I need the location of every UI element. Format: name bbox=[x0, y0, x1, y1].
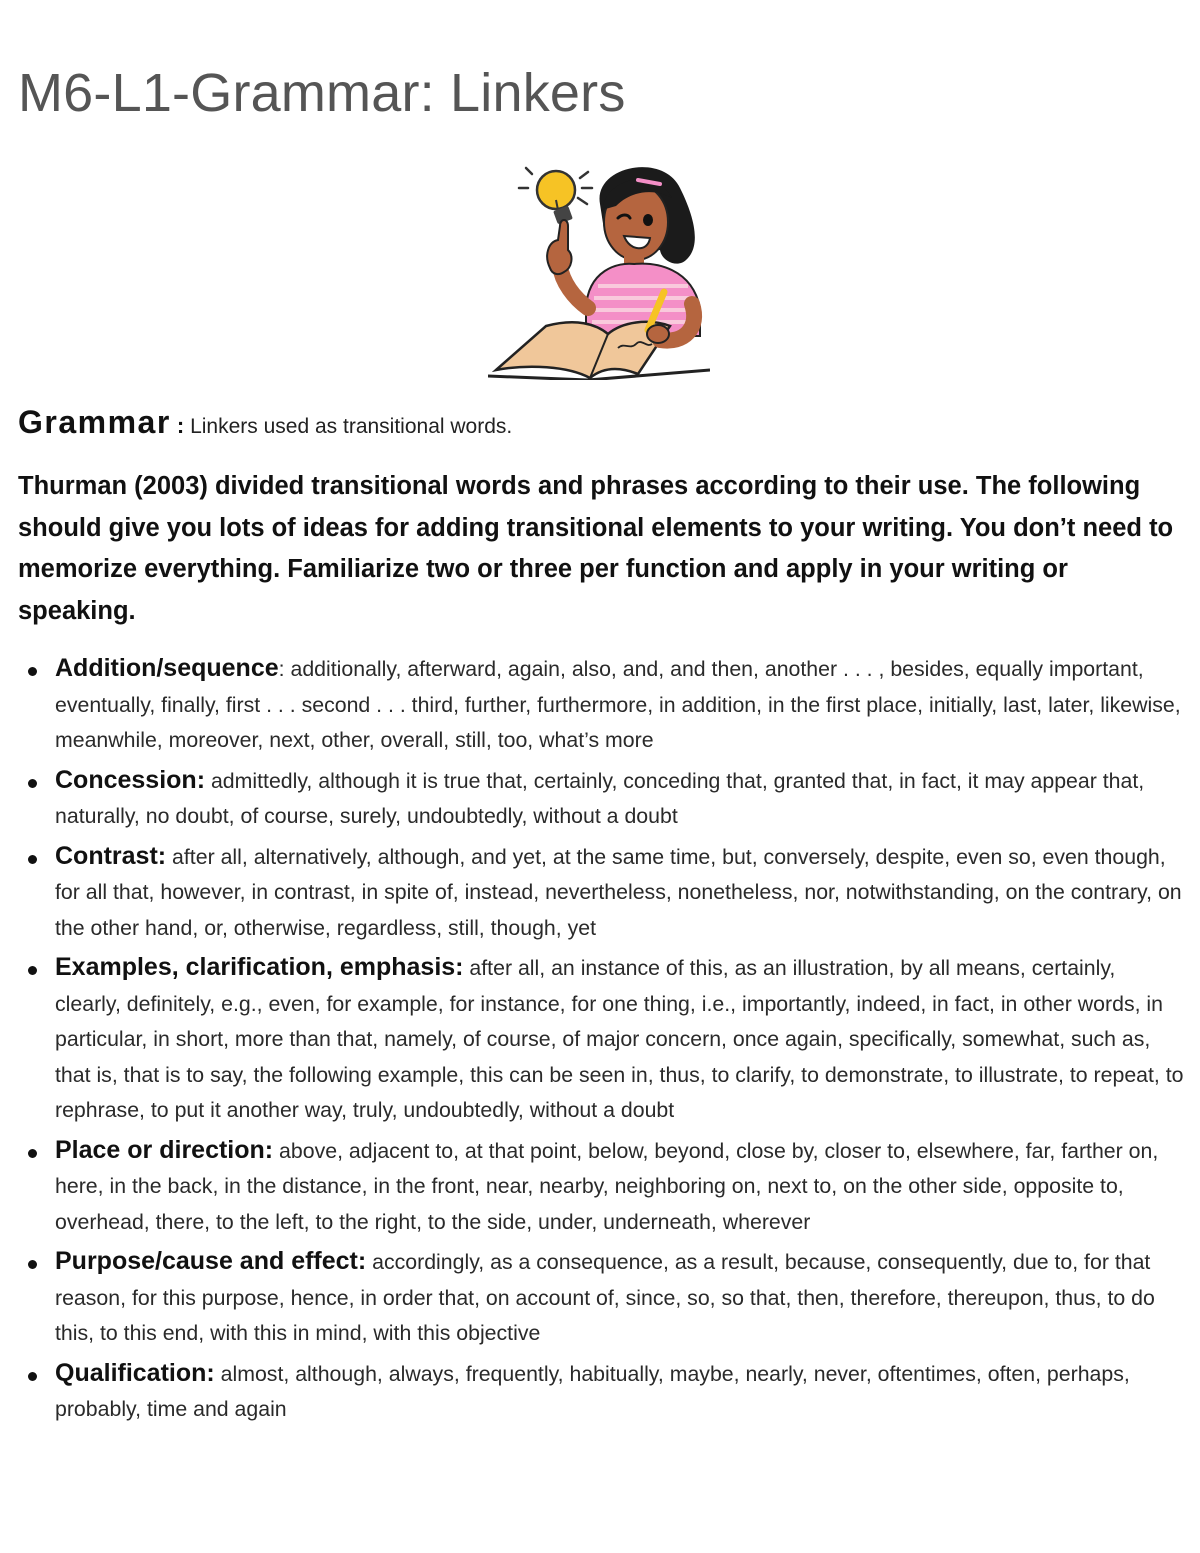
linker-item-concession bbox=[55, 763, 1185, 835]
linker-words: additionally, afterward, again, also, and, and then, another . . . , besides, equally important, eventually, finally, first . . . second . . . third, further, furthermore, in addition, in the first place, initially, last, later, likewise, meanwhile, moreover, next, other, overall, still, too, what’s more bbox=[55, 657, 1181, 752]
linker-category: Contrast bbox=[55, 841, 158, 870]
page-title: M6-L1-Grammar: Linkers bbox=[18, 63, 626, 123]
linker-category: Concession bbox=[55, 765, 197, 794]
linker-category: Examples, clarification, emphasis bbox=[55, 953, 456, 981]
linker-words: admittedly, although it is true that, certainly, conceding that, granted that, in fact, it may appear that, naturally, no doubt, of course, surely, undoubtedly, without a doubt bbox=[55, 768, 1145, 828]
linker-colon: : bbox=[278, 657, 285, 681]
linker-item-qualification bbox=[55, 1356, 1185, 1428]
linker-words: above, adjacent to, at that point, below, beyond, close by, closer to, elsewhere, far, farther on, here, in the back, in the distance, in the front, near, nearby, neighboring on, next to, on the other side, opposite to, overhead, there, to the left, to the right, to the side, under, underneath, wherever bbox=[55, 1138, 1159, 1234]
bullet-dot-icon bbox=[28, 1149, 37, 1158]
linker-category: Purpose/cause and effect bbox=[55, 1247, 358, 1275]
grammar-label: Grammar bbox=[18, 404, 171, 440]
grammar-description: Linkers used as transitional words. bbox=[184, 415, 513, 438]
bullet-dot-icon bbox=[28, 855, 37, 864]
linker-colon: : bbox=[196, 765, 206, 794]
linker-item-examples bbox=[55, 950, 1185, 1129]
bullet-dot-icon bbox=[28, 667, 37, 676]
linker-item-contrast bbox=[55, 839, 1185, 947]
linker-colon: : bbox=[455, 953, 464, 981]
girl-idea-illustration bbox=[488, 158, 710, 380]
linker-words: after all, an instance of this, as an illustration, by all means, certainly, clearly, definitely, e.g., even, for example, for instance, for one thing, i.e., importantly, indeed, in fact, in other words, in particular, in short, more than that, namely, of course, of major concern, once again, specifically, somewhat, such as, that is, that is to say, the following example, this can be seen in, thus, to clarify, to demonstrate, to illustrate, to repeat, to rephrase, to put it another way, truly, undoubtedly, without a doubt bbox=[55, 956, 1184, 1122]
linker-category: Qualification bbox=[55, 1358, 207, 1387]
bullet-dot-icon bbox=[28, 779, 37, 788]
linker-category: Place or direction bbox=[55, 1135, 265, 1164]
grammar-heading bbox=[18, 404, 512, 441]
bullet-dot-icon bbox=[28, 966, 37, 975]
linker-list bbox=[55, 651, 1185, 1432]
linker-item-place bbox=[55, 1133, 1185, 1241]
grammar-separator: : bbox=[170, 413, 185, 438]
linker-colon: : bbox=[206, 1358, 215, 1387]
linker-colon: : bbox=[157, 841, 167, 870]
linker-colon: : bbox=[264, 1135, 274, 1164]
linker-item-purpose bbox=[55, 1244, 1185, 1352]
bullet-dot-icon bbox=[28, 1372, 37, 1381]
linker-category: Addition/sequence bbox=[55, 654, 279, 682]
intro-paragraph: Thurman (2003) divided transitional words and phrases according to their use. The following should give you lots of ideas for adding transitional elements to your writing. You don’t need to memorize everything. Familiarize two or three per function and apply in your writing or speaking. bbox=[18, 472, 1174, 625]
linker-colon: : bbox=[357, 1247, 367, 1275]
lightbulb-girl-icon bbox=[488, 158, 710, 380]
bullet-dot-icon bbox=[28, 1260, 37, 1269]
linker-words: almost, although, always, frequently, habitually, maybe, nearly, never, oftentimes, often, perhaps, probably, time and again bbox=[55, 1361, 1130, 1421]
linker-item-addition bbox=[55, 651, 1185, 759]
linker-words: accordingly, as a consequence, as a result, because, consequently, due to, for that reason, for this purpose, hence, in order that, on account of, since, so, so that, then, therefore, thereupon, thus, to do this, to this end, with this in mind, with this objective bbox=[55, 1250, 1155, 1345]
linker-words: after all, alternatively, although, and yet, at the same time, but, conversely, despite, even so, even though, for all that, however, in contrast, in spite of, instead, nevertheless, nonetheless, nor, notwithstanding, on the contrary, on the other hand, or, otherwise, regardless, still, though, yet bbox=[55, 844, 1182, 940]
